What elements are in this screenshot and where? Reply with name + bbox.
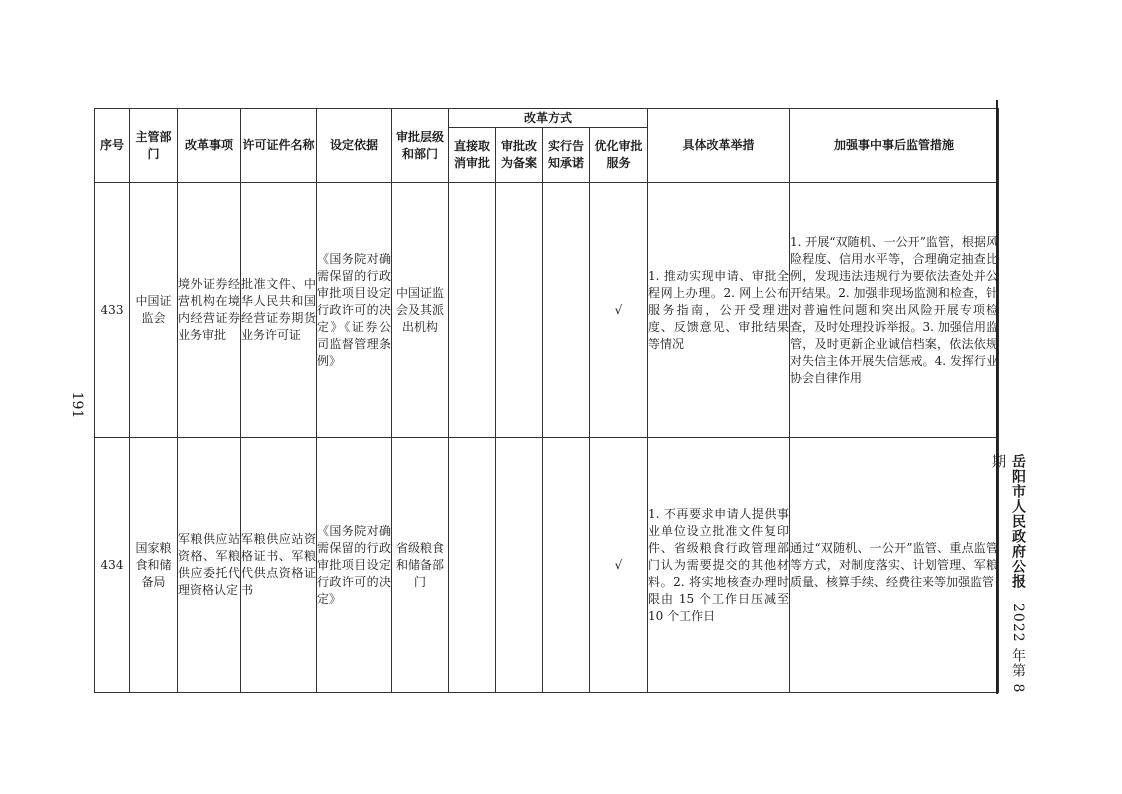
header-dept: 主管部门 <box>130 109 178 183</box>
row-to-filing <box>496 183 543 438</box>
header-reform-mode: 改革方式 <box>449 109 648 128</box>
row-dept: 中国证监会 <box>130 183 178 438</box>
issue-label: 2022 年第 8 期 <box>990 454 1026 694</box>
header-level: 审批层级和部门 <box>392 109 449 183</box>
header-supervision: 加强事中事后监管措施 <box>790 109 999 183</box>
row-seq: 433 <box>95 183 130 438</box>
row-measures: 1. 不再要求申请人提供事业单位设立批准文件复印件、省级粮食行政管理部门认为需要提交的其他材料。2. 将实地核查办理时限由 15 个工作日压减至 10 个工作日 <box>648 438 790 693</box>
row-item: 军粮供应站资格、军粮供应委托代理资格认定 <box>178 438 241 693</box>
row-item: 境外证券经营机构在境内经营证券业务审批 <box>178 183 241 438</box>
header-license: 许可证件名称 <box>241 109 317 183</box>
row-level: 中国证监会及其派出机构 <box>392 183 449 438</box>
row-seq: 434 <box>95 438 130 693</box>
row-direct-cancel <box>449 438 496 693</box>
row-notify <box>543 438 590 693</box>
row-dept: 国家粮食和储备局 <box>130 438 178 693</box>
row-basis: 《国务院对确需保留的行政审批项目设定行政许可的决定》《证券公司监督管理条例》 <box>317 183 392 438</box>
header-notify: 实行告知承诺 <box>543 128 590 183</box>
row-notify <box>543 183 590 438</box>
row-level: 省级粮食和储备部门 <box>392 438 449 693</box>
table-row <box>95 183 999 438</box>
row-basis: 《国务院对确需保留的行政审批项目设定行政许可的决定》 <box>317 438 392 693</box>
running-header <box>990 454 1028 694</box>
header-direct-cancel: 直接取消审批 <box>449 128 496 183</box>
header-seq: 序号 <box>95 109 130 183</box>
reform-table <box>94 108 999 693</box>
margin-rule <box>996 100 998 694</box>
row-optimize-check: √ <box>590 183 648 438</box>
header-row-1 <box>95 109 999 128</box>
page-number: 191 <box>69 391 85 419</box>
row-license: 批准文件、中华人民共和国经营证券期货业务许可证 <box>241 183 317 438</box>
header-basis: 设定依据 <box>317 109 392 183</box>
table-row <box>95 438 999 693</box>
header-optimize: 优化审批服务 <box>590 128 648 183</box>
row-supervision: 通过“双随机、一公开”监管、重点监管等方式，对制度落实、计划管理、军粮质量、核算手续、经费往来等加强监管 <box>790 438 999 693</box>
row-measures: 1. 推动实现申请、审批全程网上办理。2. 网上公布服务指南，公开受理进度、反馈意见、审批结果等情况 <box>648 183 790 438</box>
row-license: 军粮供应站资格证书、军粮代供点资格证书 <box>241 438 317 693</box>
row-supervision: 1. 开展“双随机、一公开”监管，根据风险程度、信用水平等，合理确定抽查比例，发现违法违规行为要依法查处并公开结果。2. 加强非现场监测和检查，针对普遍性问题和突出风险开展专项检查，及时处理投诉举报。3. 加强信用监管，及时更新企业诚信档案，依法依规对失信主体开展失信惩戒。4. 发挥行业协会自律作用 <box>790 183 999 438</box>
header-item: 改革事项 <box>178 109 241 183</box>
publication-title: 岳阳市人民政府公报 <box>1010 454 1026 589</box>
row-direct-cancel <box>449 183 496 438</box>
header-to-filing: 审批改为备案 <box>496 128 543 183</box>
row-to-filing <box>496 438 543 693</box>
row-optimize-check: √ <box>590 438 648 693</box>
header-measures: 具体改革举措 <box>648 109 790 183</box>
